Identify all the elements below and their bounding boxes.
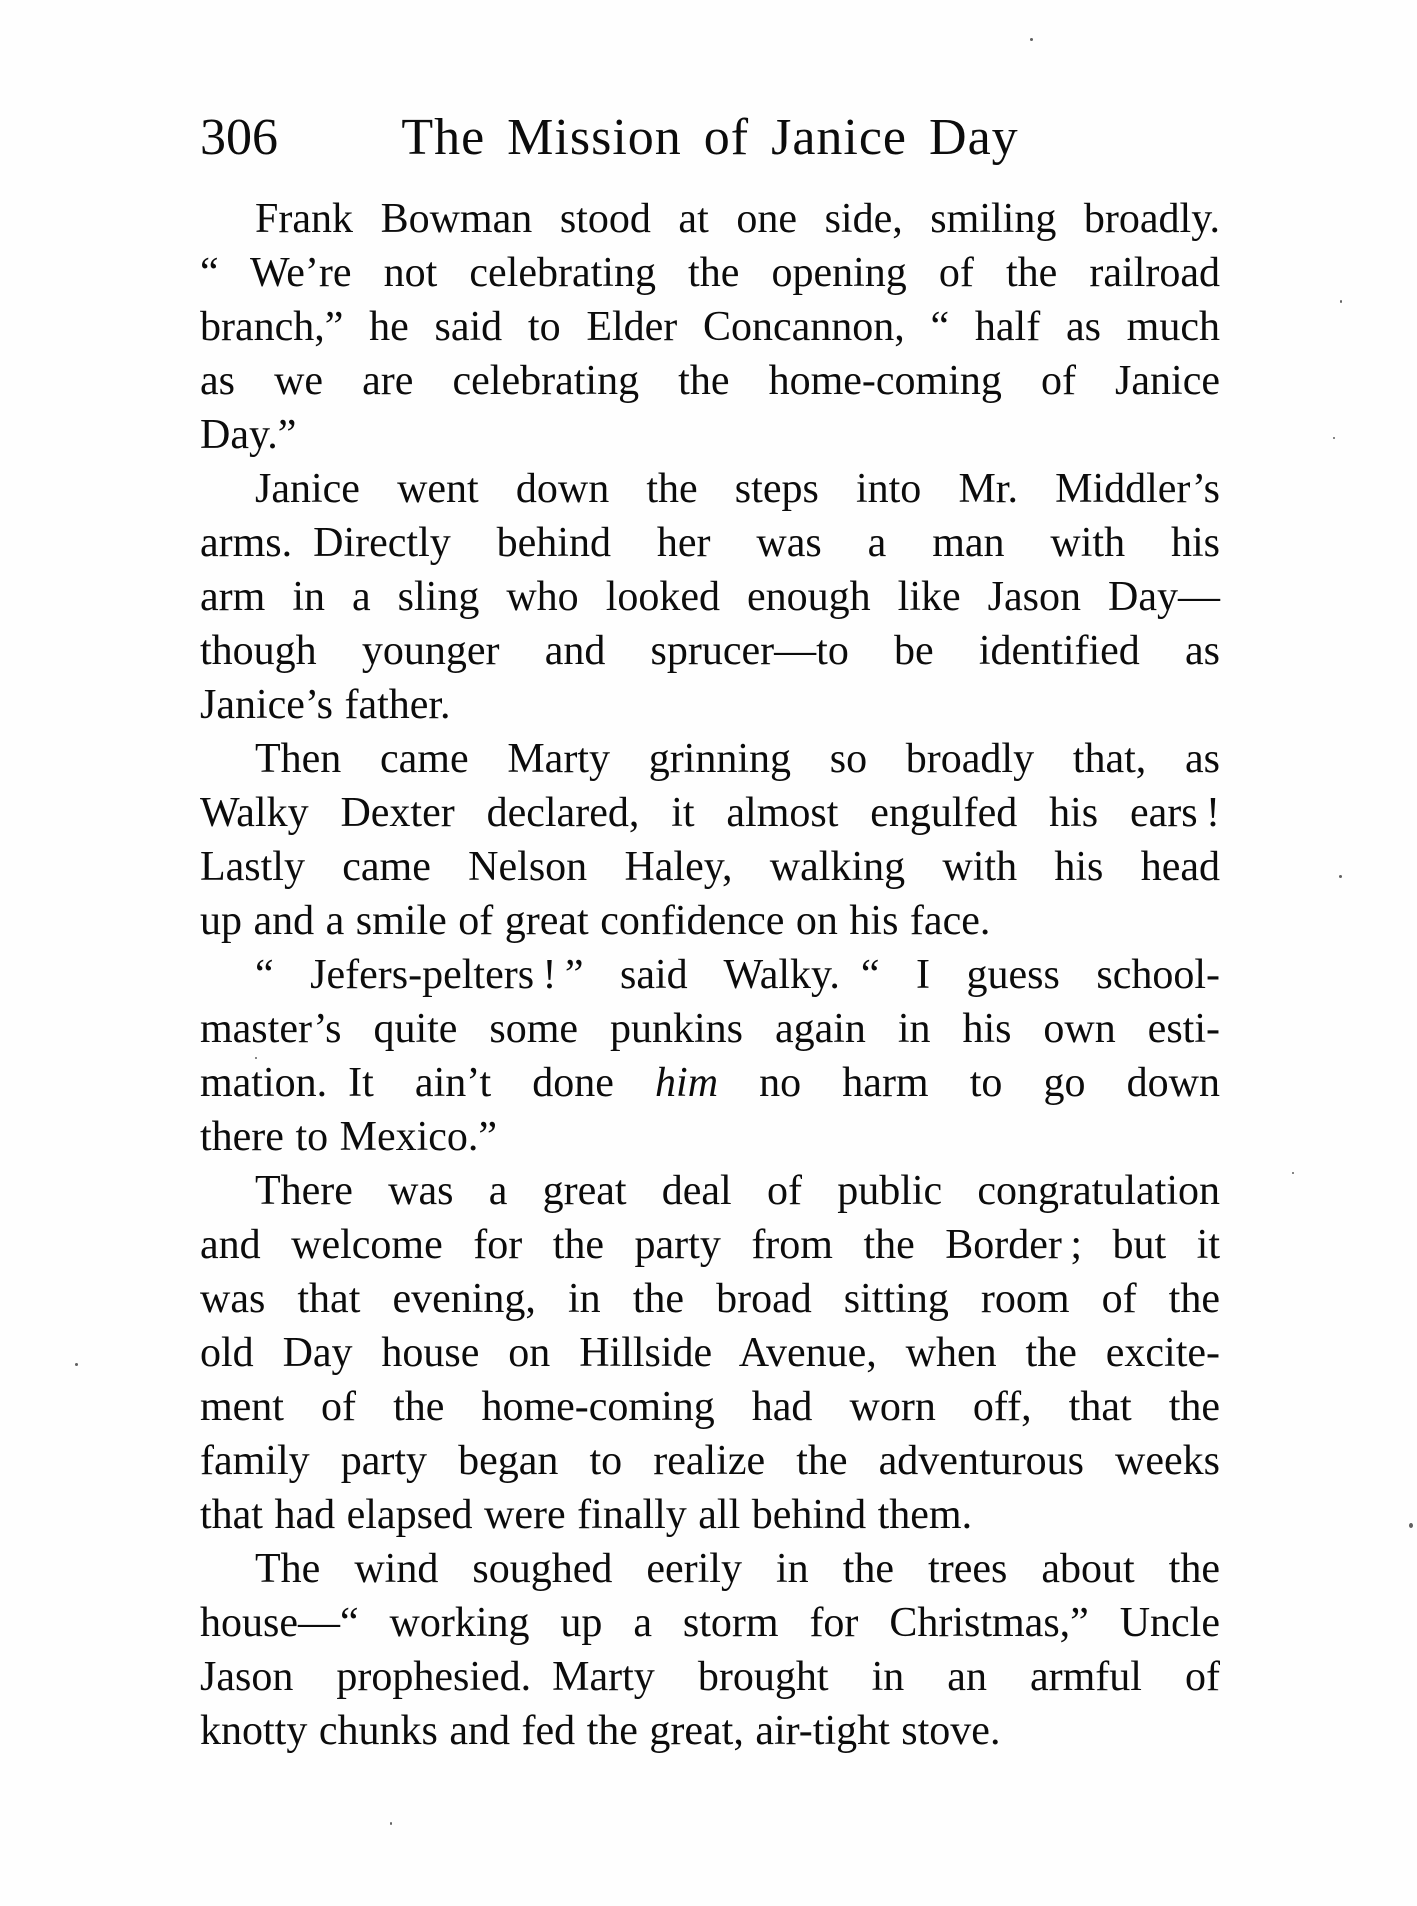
text-line — [200, 1056, 1220, 1110]
text-line: arms. Directly behind her was a man with his — [200, 520, 1220, 566]
text-line: Lastly came Nelson Haley, walking with his head — [200, 844, 1220, 890]
text-segment: no harm to go down — [718, 1060, 1220, 1106]
scan-speck — [1030, 38, 1033, 41]
text-line: Jason prophesied. Marty brought in an armful of — [200, 1654, 1220, 1700]
italic-word: him — [655, 1060, 719, 1106]
text-line: as we are celebrating the home-coming of Janice — [200, 358, 1220, 404]
text-segment: mation. It ain’t done — [200, 1060, 656, 1106]
text-line: There was a great deal of public congratulation — [255, 1168, 1220, 1214]
text-line: Then came Marty grinning so broadly that, as — [255, 736, 1220, 782]
text-line: house—“ working up a storm for Christmas,” Uncle — [200, 1600, 1220, 1646]
text-column — [200, 192, 1220, 1758]
scan-speck — [255, 1057, 257, 1059]
text-line: Walky Dexter declared, it almost engulfed his ears ! — [200, 790, 1220, 836]
scan-speck — [1409, 1523, 1413, 1528]
scan-speck — [1333, 437, 1335, 439]
text-line: The wind soughed eerily in the trees about the — [255, 1546, 1220, 1592]
text-line: Janice’s father. — [200, 682, 451, 728]
page-number: 306 — [200, 109, 278, 166]
paragraph — [200, 1542, 1220, 1758]
scan-speck — [1339, 875, 1342, 878]
text-line: Janice went down the steps into Mr. Middler’s — [255, 466, 1220, 512]
text-line: there to Mexico.” — [200, 1114, 498, 1160]
text-line: ment of the home-coming had worn off, that the — [200, 1384, 1220, 1430]
running-title: The Mission of Janice Day — [401, 109, 1019, 166]
text-line: that had elapsed were finally all behind them. — [200, 1492, 973, 1538]
page-header — [200, 108, 1220, 168]
text-line: old Day house on Hillside Avenue, when the excite- — [200, 1330, 1220, 1376]
paragraph — [200, 1164, 1220, 1542]
text-line: Day.” — [200, 412, 297, 458]
text-line: “ Jefers-pelters ! ” said Walky. “ I guess school- — [255, 952, 1220, 998]
text-line: and welcome for the party from the Border ; but it — [200, 1222, 1220, 1268]
text-line: knotty chunks and fed the great, air-tight stove. — [200, 1708, 1001, 1754]
text-line: “ We’re not celebrating the opening of the railroad — [200, 250, 1220, 296]
text-line: master’s quite some punkins again in his own esti- — [200, 1006, 1220, 1052]
text-line: Frank Bowman stood at one side, smiling broadly. — [255, 196, 1220, 242]
text-line: up and a smile of great confidence on his face. — [200, 898, 991, 944]
paragraph — [200, 192, 1220, 462]
text-line: was that evening, in the broad sitting room of the — [200, 1276, 1220, 1322]
text-line: though younger and sprucer—to be identified as — [200, 628, 1220, 674]
text-line: branch,” he said to Elder Concannon, “ half as much — [200, 304, 1220, 350]
scan-speck — [75, 1363, 78, 1366]
paragraph — [200, 948, 1220, 1164]
paragraph — [200, 732, 1220, 948]
scan-speck — [1292, 1172, 1294, 1174]
paragraph — [200, 462, 1220, 732]
scan-speck — [390, 1822, 392, 1825]
text-line: arm in a sling who looked enough like Jason Day— — [200, 574, 1220, 620]
text-line: family party began to realize the adventurous weeks — [200, 1438, 1220, 1484]
scan-speck — [1340, 300, 1342, 303]
